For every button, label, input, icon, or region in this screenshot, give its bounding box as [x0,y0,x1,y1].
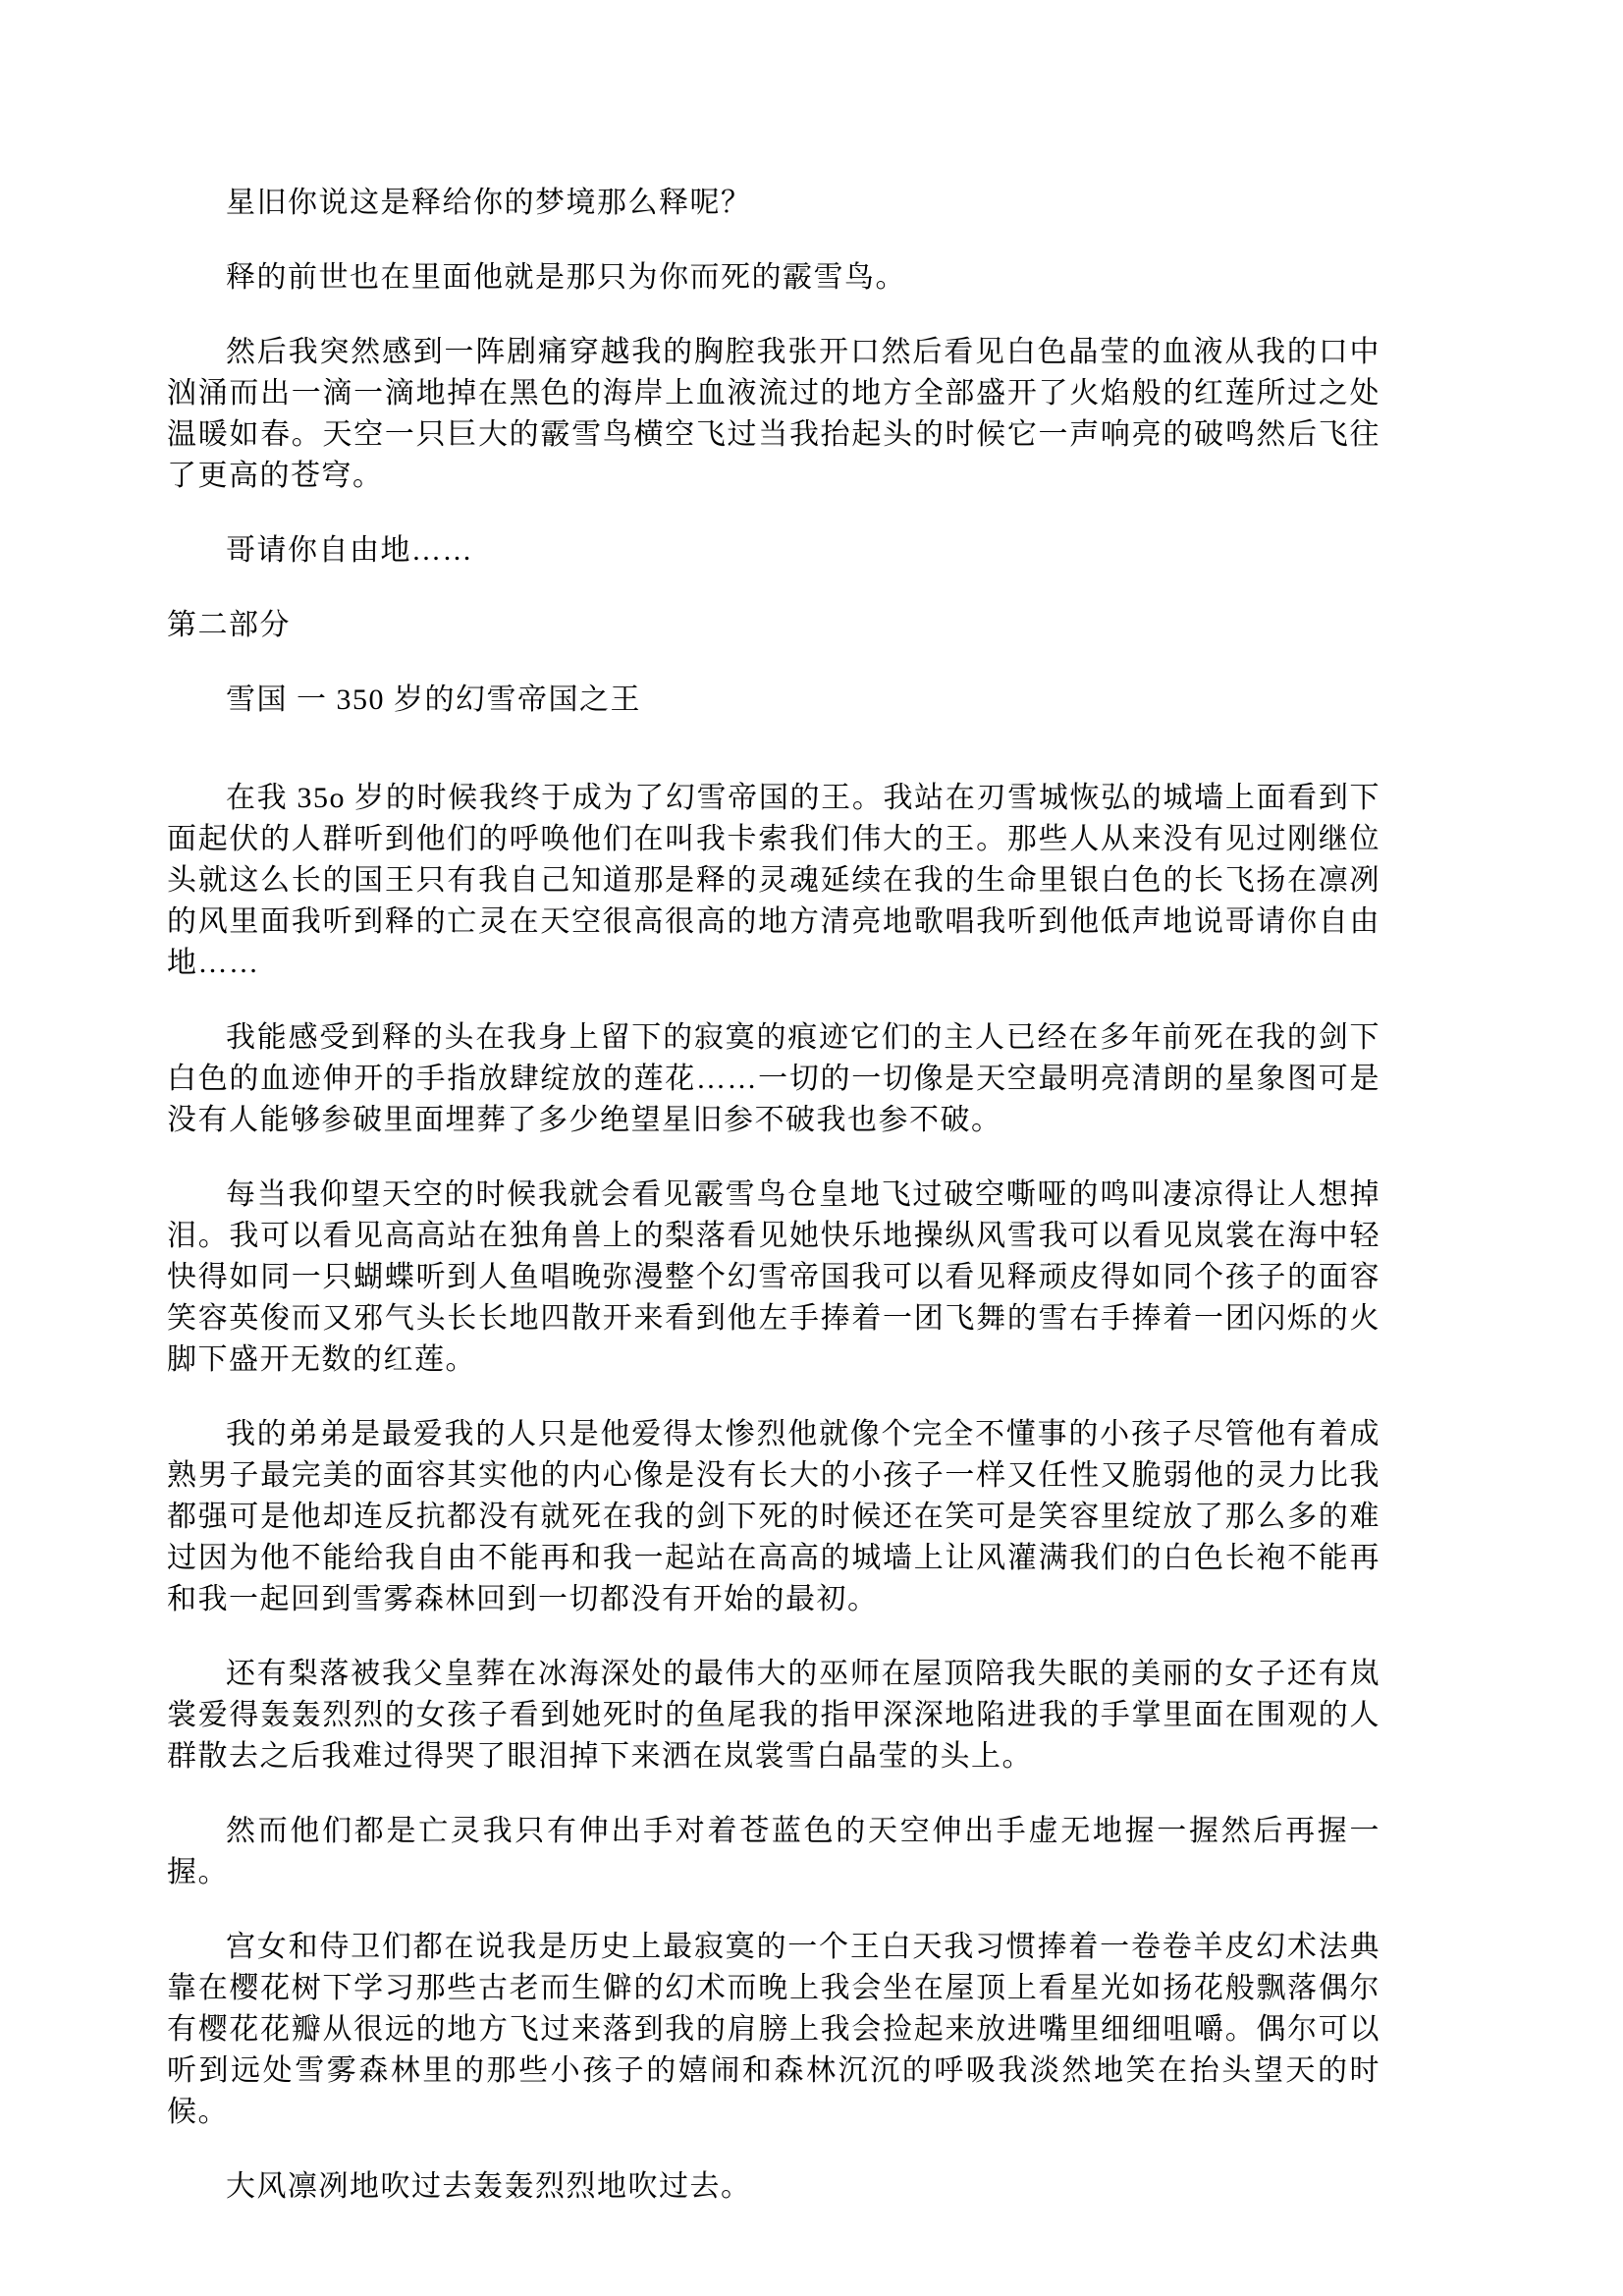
paragraph-dialogue-2: 释的前世也在里面他就是那只为你而死的霰雪鸟。 [226,261,906,294]
text-block [167,183,1380,2241]
paragraph-body-5: 我的弟弟是最爱我的人只是他爱得太惨烈他就像个完全不懂事的小孩子尽管他有着成熟男子最完美的面容其实他的内心像是没有长大的小孩子一样又任性又脆弱他的灵力比我都强可是他却连反抗都没有就死在我的剑下死的时候还在笑可是笑容里绽放了那么多的难过因为他不能给我自由不能再和我一起站在高高的城墙上让风灌满我们的白色长袍不能再和我一起回到雪雾森林回到一切都没有开始的最初。 [167,1418,1380,1615]
paragraph-body-9: 大风凛冽地吹过去轰轰烈烈地吹过去。 [226,2170,752,2203]
paragraph-dialogue-3: 哥请你自由地…… [226,534,473,567]
paragraph-body-3: 我能感受到释的头在我身上留下的寂寞的痕迹它们的主人已经在多年前死在我的剑下白色的血迹伸开的手指放肆绽放的莲花……一切的一切像是天空最明亮清朗的星象图可是没有人能够参破里面埋葬了多少绝望星旧参不破我也参不破。 [167,1021,1380,1136]
paragraph-body-6: 还有梨落被我父皇葬在冰海深处的最伟大的巫师在屋顶陪我失眠的美丽的女子还有岚裳爱得轰轰烈烈的女孩子看到她死时的鱼尾我的指甲深深地陷进我的手掌里面在围观的人群散去之后我难过得哭了眼泪掉下来洒在岚裳雪白晶莹的头上。 [167,1658,1380,1773]
part-heading: 第二部分 [167,609,291,641]
paragraph-body-7: 然而他们都是亡灵我只有伸出手对着苍蓝色的天空伸出手虚无地握一握然后再握一握。 [167,1815,1380,1888]
paragraph-body-2: 在我 35o 岁的时候我终于成为了幻雪帝国的王。我站在刃雪城恢弘的城墙上面看到下面起伏的人群听到他们的呼唤他们在叫我卡索我们伟大的王。那些人从来没有见过刚继位头就这么长的国王只有我自己知道那是释的灵魂延续在我的生命里银白色的长飞扬在凛冽的风里面我听到释的亡灵在天空很高很高的地方清亮地歌唱我听到他低声地说哥请你自由地…… [167,782,1380,979]
paragraph-body-8: 宫女和侍卫们都在说我是历史上最寂寞的一个王白天我习惯捧着一卷卷羊皮幻术法典靠在樱花树下学习那些古老而生僻的幻术而晚上我会坐在屋顶上看星光如扬花般飘落偶尔有樱花花瓣从很远的地方飞过来落到我的肩膀上我会捡起来放进嘴里细细咀嚼。偶尔可以听到远处雪雾森林里的那些小孩子的嬉闹和森林沉沉的呼吸我淡然地笑在抬头望天的时候。 [167,1931,1380,2128]
paragraph-body-4: 每当我仰望天空的时候我就会看见霰雪鸟仓皇地飞过破空嘶哑的鸣叫凄凉得让人想掉泪。我可以看见高高站在独角兽上的梨落看见她快乐地操纵风雪我可以看见岚裳在海中轻快得如同一只蝴蝶听到人鱼唱晚弥漫整个幻雪帝国我可以看见释顽皮得如同个孩子的面容笑容英俊而又邪气头长长地四散开来看到他左手捧着一团飞舞的雪右手捧着一团闪烁的火脚下盛开无数的红莲。 [167,1178,1380,1376]
paragraph-body-1: 然后我突然感到一阵剧痛穿越我的胸腔我张开口然后看见白色晶莹的血液从我的口中汹涌而出一滴一滴地掉在黑色的海岸上血液流过的地方全部盛开了火焰般的红莲所过之处温暖如春。天空一只巨大的霰雪鸟横空飞过当我抬起头的时候它一声响亮的破鸣然后飞往了更高的苍穹。 [167,336,1380,492]
chapter-title: 雪国 一 350 岁的幻雪帝国之王 [226,683,641,716]
paragraph-dialogue-1: 星旧你说这是释给你的梦境那么释呢？ [226,187,752,219]
